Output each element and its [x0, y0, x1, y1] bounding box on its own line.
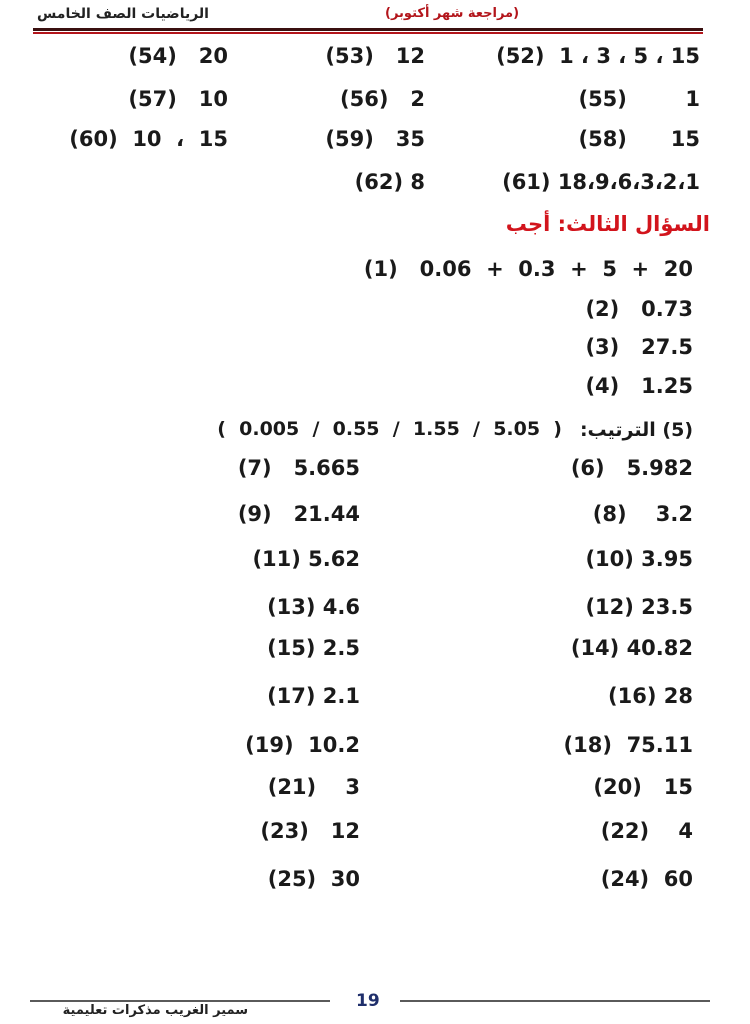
answer-61: (61) 18،9،6،3،2،1: [502, 170, 700, 194]
answer-9: (9) 21.44: [237, 502, 360, 526]
answer-4: (4) 1.25: [585, 374, 693, 398]
answer-10: (10) 3.95: [585, 547, 693, 571]
answer-57: (57) 10: [128, 87, 228, 111]
header-review-title: (مراجعة شهر أكتوبر): [385, 6, 520, 21]
page-number: 19: [356, 991, 380, 1011]
section-heading: السؤال الثالث: أجب: [505, 212, 710, 236]
answer-19: (19) 10.2: [245, 733, 360, 757]
answer-25: (25) 30: [267, 867, 360, 891]
answer-2: (2) 0.73: [585, 297, 693, 321]
answer-5-values: ( 0.005 / 0.55 / 1.55 / 5.05 ): [217, 418, 562, 440]
answer-23: (23) 12: [260, 819, 360, 843]
answer-62: (62) 8: [354, 170, 425, 194]
answer-60: (60) 10 ، 15: [69, 127, 228, 151]
answer-22: (22) 4: [600, 819, 693, 843]
answer-24: (24) 60: [600, 867, 693, 891]
header-divider: [33, 28, 703, 31]
answer-8: (8) 3.2: [592, 502, 693, 526]
answer-7: (7) 5.665: [237, 456, 360, 480]
answer-21: (21) 3: [267, 775, 360, 799]
header-divider-accent: [33, 32, 703, 34]
answer-11: (11) 5.62: [252, 547, 360, 571]
answer-12: (12) 23.5: [585, 595, 693, 619]
answer-54: (54) 20: [128, 44, 228, 68]
answer-3: (3) 27.5: [585, 335, 693, 359]
answer-20: (20) 15: [593, 775, 693, 799]
answer-18: (18) 75.11: [563, 733, 693, 757]
header-subject: الرياضيات الصف الخامس: [37, 6, 209, 22]
answer-58: (58) 15: [578, 127, 700, 151]
footer-divider-right: [400, 1000, 710, 1002]
answer-1: (1) 0.06 + 0.3 + 5 + 20: [363, 257, 693, 281]
answer-13: (13) 4.6: [267, 595, 360, 619]
answer-6: (6) 5.982: [570, 456, 693, 480]
answer-55: (55) 1: [578, 87, 700, 111]
answer-16: (16) 28: [608, 684, 693, 708]
answer-5-label: (5) الترتيب:: [579, 419, 693, 441]
answer-52: (52) 1 ، 3 ، 5 ، 15: [496, 44, 700, 68]
answer-14: (14) 40.82: [570, 636, 693, 660]
answer-59: (59) 35: [325, 127, 425, 151]
answer-53: (53) 12: [325, 44, 425, 68]
answer-15: (15) 2.5: [267, 636, 360, 660]
answer-56: (56) 2: [340, 87, 425, 111]
footer-divider-left: [30, 1000, 330, 1002]
answer-17: (17) 2.1: [267, 684, 360, 708]
footer-author: سمير الغريب مذكرات تعليمية: [62, 1003, 248, 1018]
